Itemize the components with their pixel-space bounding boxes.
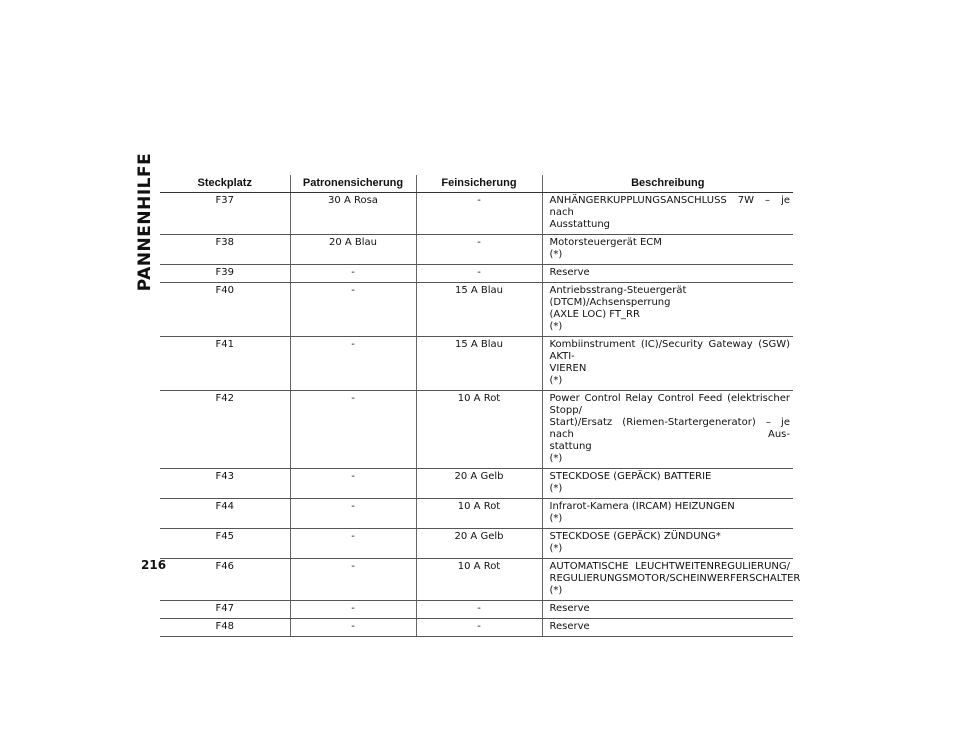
cell-cartridge: - bbox=[290, 619, 416, 637]
table-row bbox=[160, 283, 793, 337]
header-beschreibung: Beschreibung bbox=[542, 175, 793, 193]
cell-mini: 10 A Rot bbox=[416, 559, 542, 601]
table-row bbox=[160, 193, 793, 235]
cell-mini: - bbox=[416, 235, 542, 265]
description-line: Power Control Relay Control Feed (elektrischer Stopp/ bbox=[549, 393, 790, 416]
description-line: Reserve bbox=[549, 603, 590, 614]
cell-cartridge: - bbox=[290, 499, 416, 529]
cell-slot: F39 bbox=[160, 265, 290, 283]
table-header-row bbox=[160, 175, 793, 193]
description-line: Kombiinstrument (IC)/Security Gateway (SGW) AKTI- bbox=[549, 339, 790, 362]
header-feinsicherung: Feinsicherung bbox=[416, 175, 542, 193]
cell-description bbox=[542, 499, 793, 529]
cell-description bbox=[542, 265, 793, 283]
description-line: stattung bbox=[549, 441, 592, 452]
cell-slot: F41 bbox=[160, 337, 290, 391]
cell-description bbox=[542, 391, 793, 469]
cell-mini: 10 A Rot bbox=[416, 391, 542, 469]
cell-slot: F44 bbox=[160, 499, 290, 529]
table-row bbox=[160, 265, 793, 283]
cell-cartridge: 20 A Blau bbox=[290, 235, 416, 265]
cell-mini: 15 A Blau bbox=[416, 283, 542, 337]
description-line: VIEREN bbox=[549, 363, 587, 374]
cell-mini: - bbox=[416, 193, 542, 235]
description-line: STECKDOSE (GEPÄCK) ZÜNDUNG* bbox=[549, 531, 721, 542]
cell-slot: F40 bbox=[160, 283, 290, 337]
description-line: AUTOMATISCHE LEUCHTWEITENREGULIERUNG/ bbox=[549, 561, 790, 572]
page-number: 216 bbox=[141, 558, 167, 572]
description-line: (*) bbox=[549, 453, 563, 464]
cell-mini: 15 A Blau bbox=[416, 337, 542, 391]
cell-description bbox=[542, 193, 793, 235]
cell-slot: F47 bbox=[160, 601, 290, 619]
description-line: Start)/Ersatz (Riemen-Startergenerator) – je nach Aus- bbox=[549, 417, 790, 440]
cell-slot: F48 bbox=[160, 619, 290, 637]
description-line: Reserve bbox=[549, 621, 590, 632]
header-steckplatz: Steckplatz bbox=[160, 175, 290, 193]
table-row bbox=[160, 337, 793, 391]
cell-cartridge: - bbox=[290, 283, 416, 337]
cell-mini: 10 A Rot bbox=[416, 499, 542, 529]
table-row bbox=[160, 499, 793, 529]
table-row bbox=[160, 619, 793, 637]
description-line: Reserve bbox=[549, 267, 590, 278]
table-row bbox=[160, 601, 793, 619]
cell-description bbox=[542, 529, 793, 559]
description-line: (*) bbox=[549, 483, 563, 494]
cell-mini: - bbox=[416, 619, 542, 637]
cell-description bbox=[542, 283, 793, 337]
cell-description bbox=[542, 619, 793, 637]
cell-cartridge: - bbox=[290, 559, 416, 601]
description-line: (AXLE LOC) FT_RR bbox=[549, 309, 640, 320]
cell-description bbox=[542, 469, 793, 499]
description-line: Infrarot-Kamera (IRCAM) HEIZUNGEN bbox=[549, 501, 735, 512]
cell-mini: 20 A Gelb bbox=[416, 529, 542, 559]
description-line: ANHÄNGERKUPPLUNGSANSCHLUSS 7W – je nach bbox=[549, 195, 790, 218]
cell-cartridge: - bbox=[290, 391, 416, 469]
cell-cartridge: - bbox=[290, 601, 416, 619]
cell-slot: F45 bbox=[160, 529, 290, 559]
cell-slot: F37 bbox=[160, 193, 290, 235]
cell-cartridge: - bbox=[290, 337, 416, 391]
fuse-table bbox=[160, 175, 801, 637]
cell-cartridge: 30 A Rosa bbox=[290, 193, 416, 235]
cell-mini: 20 A Gelb bbox=[416, 469, 542, 499]
cell-mini: - bbox=[416, 265, 542, 283]
table-row bbox=[160, 469, 793, 499]
cell-description bbox=[542, 559, 801, 601]
cell-slot: F38 bbox=[160, 235, 290, 265]
description-line: Ausstattung bbox=[549, 219, 611, 230]
description-line: (*) bbox=[549, 543, 563, 554]
header-patronensicherung: Patronensicherung bbox=[290, 175, 416, 193]
table-row bbox=[160, 559, 793, 601]
cell-description bbox=[542, 337, 793, 391]
cell-mini: - bbox=[416, 601, 542, 619]
cell-description bbox=[542, 601, 793, 619]
table-row bbox=[160, 529, 793, 559]
cell-cartridge: - bbox=[290, 529, 416, 559]
cell-cartridge: - bbox=[290, 469, 416, 499]
description-line: Antriebsstrang-Steuergerät (DTCM)/Achsensperrung bbox=[549, 285, 687, 308]
description-line: REGULIERUNGSMOTOR/SCHEINWERFERSCHALTER bbox=[549, 573, 801, 584]
cell-cartridge: - bbox=[290, 265, 416, 283]
description-line: Motorsteuergerät ECM bbox=[549, 237, 662, 248]
description-line: (*) bbox=[549, 249, 563, 260]
table-row bbox=[160, 235, 793, 265]
cell-description bbox=[542, 235, 793, 265]
table-row bbox=[160, 391, 793, 469]
description-line: (*) bbox=[549, 513, 563, 524]
section-side-title bbox=[132, 152, 158, 292]
description-line: STECKDOSE (GEPÄCK) BATTERIE bbox=[549, 471, 712, 482]
cell-slot: F43 bbox=[160, 469, 290, 499]
description-line: (*) bbox=[549, 321, 563, 332]
section-title-text: PANNENHILFE bbox=[135, 152, 155, 292]
cell-slot: F42 bbox=[160, 391, 290, 469]
description-line: (*) bbox=[549, 375, 563, 386]
description-line: (*) bbox=[549, 585, 563, 596]
cell-slot: F46 bbox=[160, 559, 290, 601]
